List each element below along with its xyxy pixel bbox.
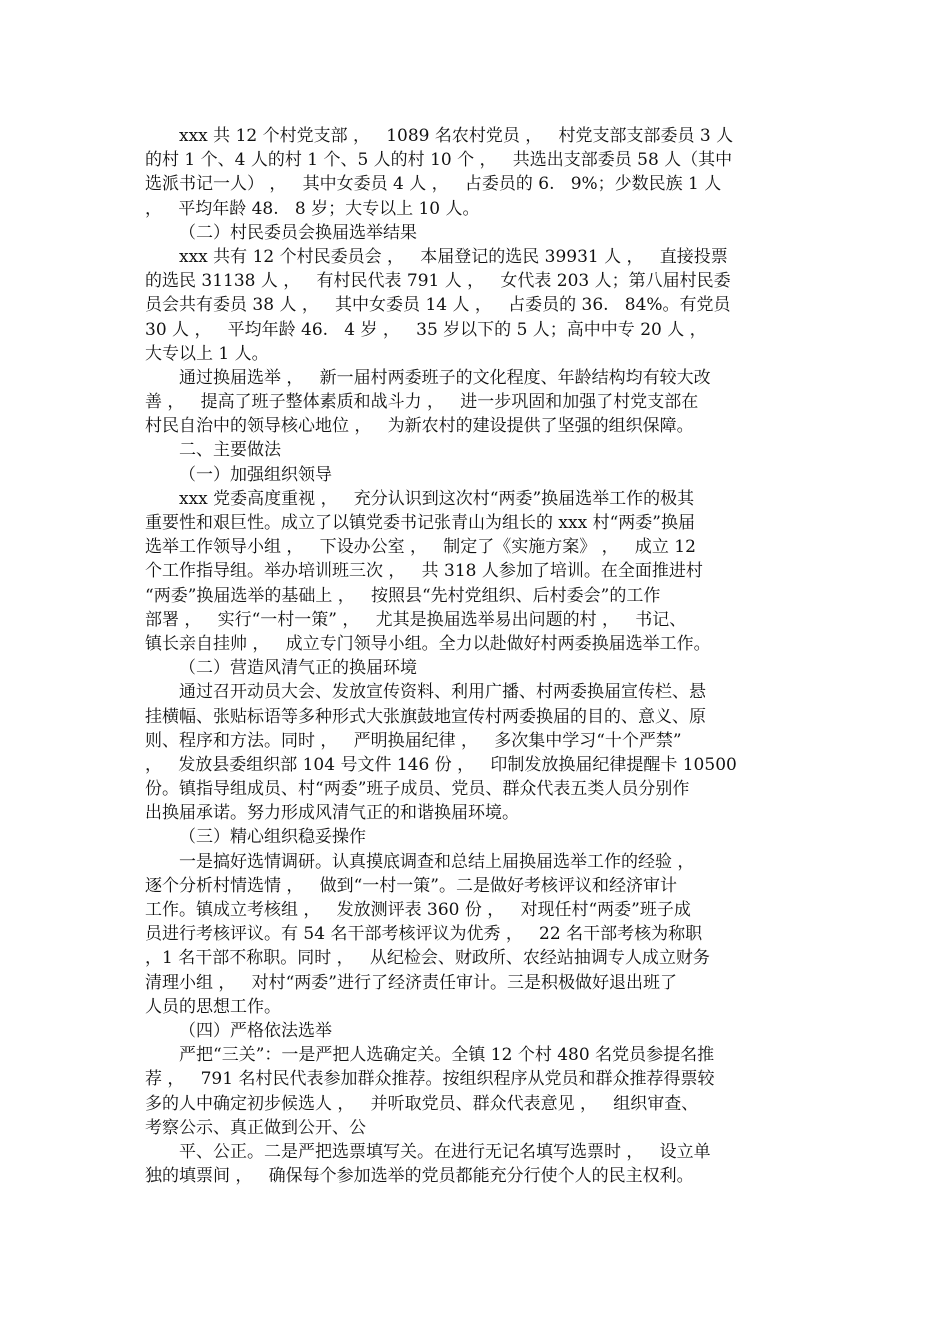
text-line: 一是搞好选情调研。认真摸底调查和总结上届换届选举工作的经验 ，	[179, 851, 695, 872]
text-line: 多的人中确定初步候选人 ， 并听取党员、群众代表意见 ， 组织审查、	[145, 1093, 699, 1114]
text-line: 逐个分析村情选情 ， 做到“一村一策”。二是做好考核评议和经济审计	[145, 875, 677, 896]
text-line: 村民自治中的领导核心地位 ， 为新农村的建设提供了坚强的组织保障。	[145, 416, 694, 437]
text-line: （三）精心组织稳妥操作	[179, 827, 366, 848]
text-line: ，1 名干部不称职。同时 ， 从纪检会、财政所、农经站抽调专人成立财务	[145, 948, 710, 969]
text-line: 挂横幅、张贴标语等多种形式大张旗鼓地宣传村两委换届的目的、意义、原	[145, 706, 706, 727]
text-line: 清理小组 ， 对村“两委”进行了经济责任审计。三是积极做好退出班了	[145, 972, 677, 993]
text-line: 大专以上 1 人。	[145, 343, 269, 364]
text-line: ， 发放县委组织部 104 号文件 146 份 ， 印制发放换届纪律提醒卡 10500	[145, 754, 737, 775]
text-line: （一）加强组织领导	[179, 464, 332, 485]
text-line: 平、公正。二是严把选票填写关。在进行无记名填写选票时 ， 设立单	[179, 1141, 711, 1162]
text-line: 选举工作领导小组 ， 下设办公室 ， 制定了《实施方案》 ， 成立 12	[145, 537, 696, 558]
text-line: 严把“三关”：一是严把人选确定关。全镇 12 个村 480 名党员参提名推	[179, 1045, 715, 1066]
text-line: 善 ， 提高了班子整体素质和战斗力 ， 进一步巩固和加强了村党支部在	[145, 392, 699, 413]
text-line: 独的填票间 ， 确保每个参加选举的党员都能充分行使个人的民主权利。	[145, 1166, 694, 1187]
text-line: （二）营造风清气正的换届环境	[179, 658, 417, 679]
text-line: ， 平均年龄 48. 8 岁；大专以上 10 人。	[145, 198, 480, 219]
text-line: 人员的思想工作。	[145, 996, 281, 1017]
text-line: “两委”换届选举的基础上 ， 按照县“先村党组织、后村委会”的工作	[145, 585, 661, 606]
text-line: 的村 1 个、4 人的村 1 个、5 人的村 10 个 ， 共选出支部委员 58 人（其中	[145, 150, 733, 171]
text-line: 考察公示、真正做到公开、公	[145, 1117, 366, 1138]
text-line: 镇长亲自挂帅 ， 成立专门领导小组。全力以赴做好村两委换届选举工作。	[145, 633, 711, 654]
text-line: 重要性和艰巨性。成立了以镇党委书记张青山为组长的 xxx 村“两委”换届	[145, 513, 695, 533]
text-line: xxx 共 12 个村党支部 ， 1089 名农村党员 ， 村党支部支部委员 3 人	[179, 126, 734, 146]
text-line: 通过召开动员大会、发放宣传资料、利用广播、村两委换届宣传栏、悬	[179, 682, 706, 703]
text-line: （二）村民委员会换届选举结果	[179, 222, 417, 243]
text-line: xxx 党委高度重视 ， 充分认识到这次村“两委”换届选举工作的极其	[179, 488, 695, 509]
text-line: （四）严格依法选举	[179, 1020, 332, 1041]
text-line: 员进行考核评议。有 54 名干部考核评议为优秀 ， 22 名干部考核为称职	[145, 924, 703, 945]
text-line: 工作。镇成立考核组 ， 发放测评表 360 份 ， 对现任村“两委”班子成	[145, 900, 691, 920]
text-line: 出换届承诺。努力形成风清气正的和谐换届环境。	[145, 803, 519, 824]
text-line: 部署 ， 实行“一村一策” ， 尤其是换届选举易出问题的村 ， 书记、	[145, 609, 687, 630]
text-line: 选派书记一人） ， 其中女委员 4 人 ， 占委员的 6. 9%；少数民族 1 人	[145, 174, 722, 195]
text-line: 个工作指导组。举办培训班三次 ， 共 318 人参加了培训。在全面推进村	[145, 561, 703, 582]
text-line: 份。镇指导组成员、村“两委”班子成员、党员、群众代表五类人员分别作	[145, 779, 690, 800]
text-line: 则、程序和方法。同时 ， 严明换届纪律 ， 多次集中学习“十个严禁”	[145, 730, 682, 751]
text-line: xxx 共有 12 个村民委员会 ， 本届登记的选民 39931 人 ， 直接投票	[179, 246, 728, 267]
text-line: 通过换届选举 ， 新一届村两委班子的文化程度、年龄结构均有较大改	[179, 367, 711, 388]
text-line: 员会共有委员 38 人 ， 其中女委员 14 人 ， 占委员的 36. 84%。有党员	[145, 295, 731, 316]
text-line: 二、主要做法	[179, 440, 281, 461]
text-line: 荐 ， 791 名村民代表参加群众推荐。按组织程序从党员和群众推荐得票较	[145, 1069, 715, 1090]
document-body	[145, 124, 810, 1188]
text-line: 的选民 31138 人 ， 有村民代表 791 人 ， 女代表 203 人；第八届村民委	[145, 271, 731, 292]
text-line: 30 人 ， 平均年龄 46. 4 岁 ， 35 岁以下的 5 人；高中中专 20 人 ，	[145, 319, 707, 340]
